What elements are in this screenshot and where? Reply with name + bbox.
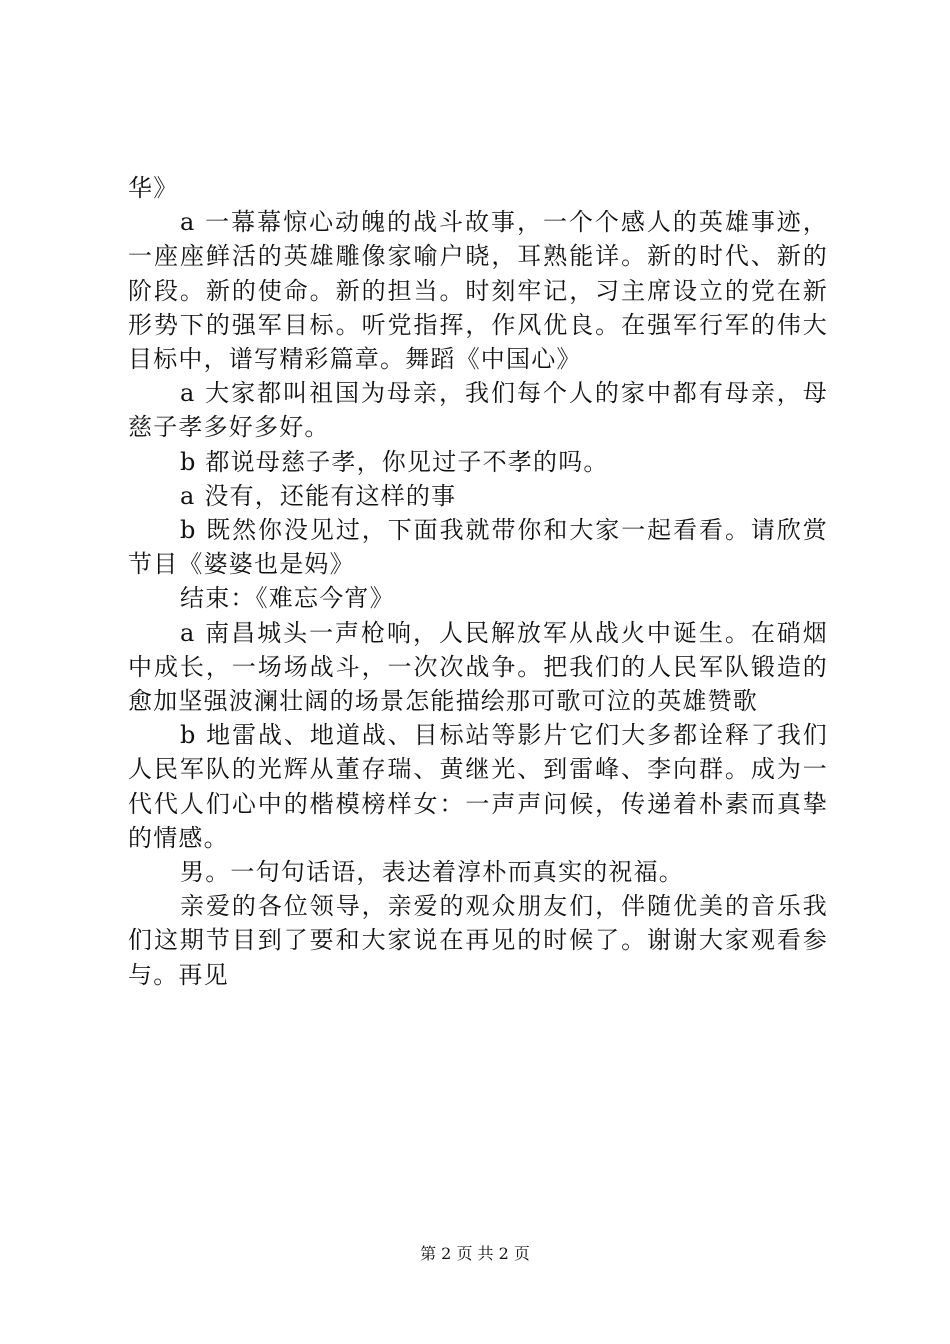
paragraph-farewell: 亲爱的各位领导，亲爱的观众朋友们，伴随优美的音乐我们这期节目到了要和大家说在再见的时候了。谢谢大家观看参与。再见	[128, 892, 828, 989]
paragraph-ending-title: 结束：《难忘今宵》	[180, 584, 395, 613]
paragraph-filial: b 都说母慈子孝，你见过子不孝的吗。	[180, 447, 609, 476]
paragraph-battle-stories: a 一幕幕惊心动魄的战斗故事，一个个感人的英雄事迹，一座座鲜活的英雄雕像家喻户晓，耳熟能详。新的时代、新的阶段。新的使命。新的担当。时刻牢记，习主席设立的党在新形势下的强军目标。听党指挥，作风优良。在强军行军的伟大目标中，谱写精彩篇章。舞蹈《中国心》	[128, 208, 828, 374]
paragraph-films: b 地雷战、地道战、目标站等影片它们大多都诠释了我们人民军队的光辉从董存瑞、黄继光、到雷峰、李向群。成为一代代人们心中的楷模榜样女：一声声问候，传递着朴素而真挚的情感。	[128, 721, 828, 852]
paragraph-nanchang: a 南昌城头一声枪响，人民解放军从战火中诞生。在硝烟中成长，一场场战斗，一次次战争。把我们的人民军队锻造的愈加坚强波澜壮阔的场景怎能描绘那可歌可泣的英雄赞歌	[128, 618, 828, 716]
paragraph-motherland: a 大家都叫祖国为母亲，我们每个人的家中都有母亲，母慈子孝多好多好。	[128, 379, 828, 442]
page-number-footer: 第 2 页 共 2 页	[420, 1244, 530, 1263]
document-body	[128, 171, 828, 992]
paragraph-program-intro: b 既然你没见过，下面我就带你和大家一起看看。请欣赏节目《婆婆也是妈》	[128, 516, 828, 579]
paragraph-no: a 没有，还能有这样的事	[180, 481, 457, 510]
paragraph-male: 男。一句句话语，表达着淳朴而真实的祝福。	[180, 858, 684, 887]
paragraph-continuation: 华》	[128, 174, 179, 202]
